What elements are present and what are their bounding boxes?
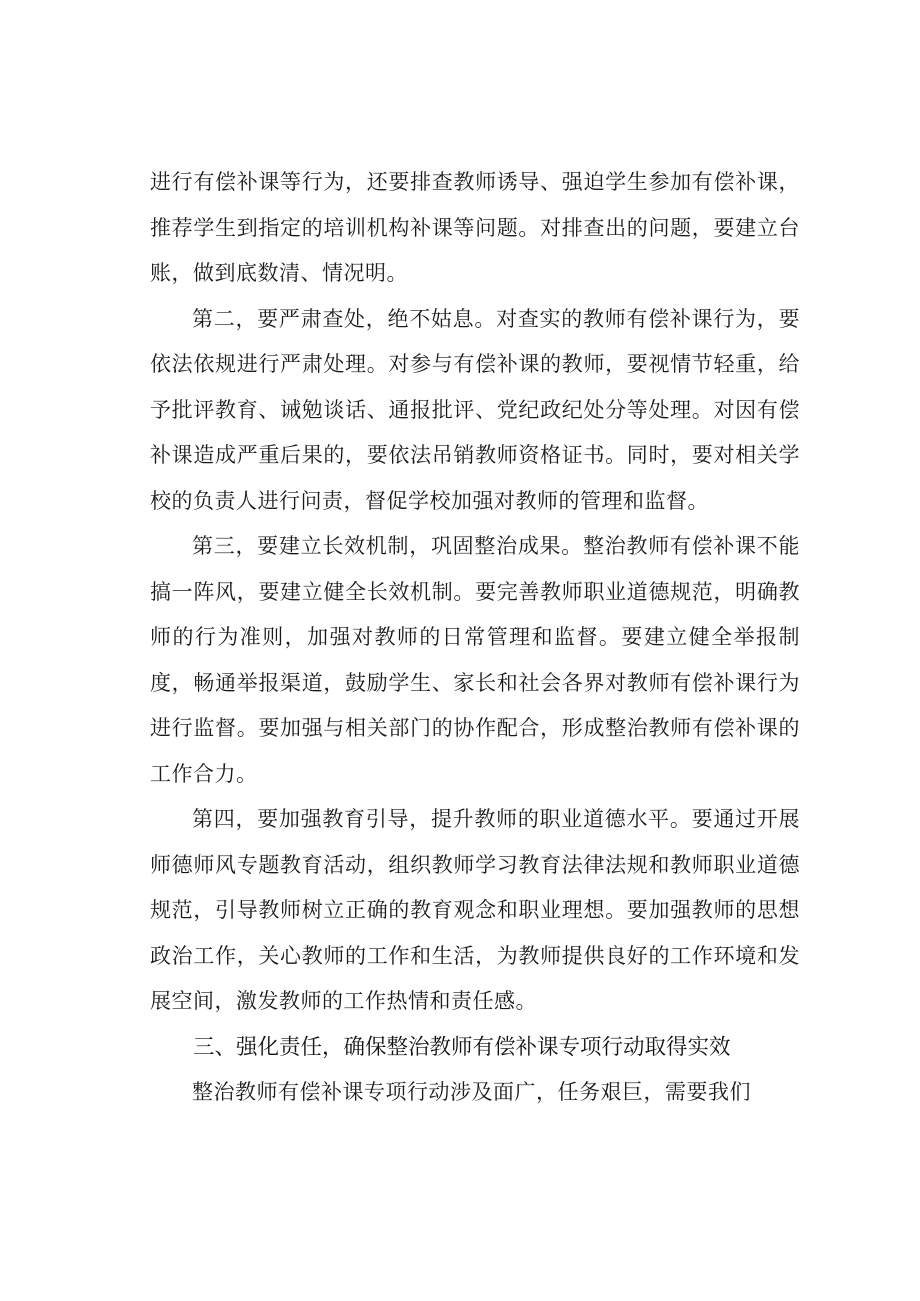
paragraph-continuation: 进行有偿补课等行为，还要排查教师诱导、强迫学生参加有偿补课，推荐学生到指定的培训机构补课等问题。对排查出的问题，要建立台账，做到底数清、情况明。 — [150, 170, 800, 285]
section-heading: 三、强化责任，确保整治教师有偿补课专项行动取得实效 — [193, 1034, 731, 1060]
paragraph-section-intro: 整治教师有偿补课专项行动涉及面广，任务艰巨，需要我们 — [192, 1080, 751, 1104]
paragraph-fourth-point: 第四，要加强教育引导，提升教师的职业道德水平。要通过开展师德师风专题教育活动，组织教师学习教育法律法规和教师职业道德规范，引导教师树立正确的教育观念和职业理想。要加强教师的思想政治工作，关心教师的工作和生活，为教师提供良好的工作环境和发展空间，激发教师的工作热情和责任感。 — [150, 807, 800, 1013]
paragraph-third-point: 第三，要建立长效机制，巩固整治成果。整治教师有偿补课不能搞一阵风，要建立健全长效机制。要完善教师职业道德规范，明确教师的行为准则，加强对教师的日常管理和监督。要建立健全举报制度，畅通举报渠道，鼓励学生、家长和社会各界对教师有偿补课行为进行监督。要加强与相关部门的协作配合，形成整治教师有偿补课的工作合力。 — [150, 534, 800, 786]
paragraph-second-point: 第二，要严肃查处，绝不姑息。对查实的教师有偿补课行为，要依法依规进行严肃处理。对参与有偿补课的教师，要视情节轻重，给予批评教育、诫勉谈话、通报批评、党纪政纪处分等处理。对因有偿补课造成严重后果的，要依法吊销教师资格证书。同时，要对相关学校的负责人进行问责，督促学校加强对教师的管理和监督。 — [150, 306, 800, 513]
document-body — [150, 160, 800, 1116]
